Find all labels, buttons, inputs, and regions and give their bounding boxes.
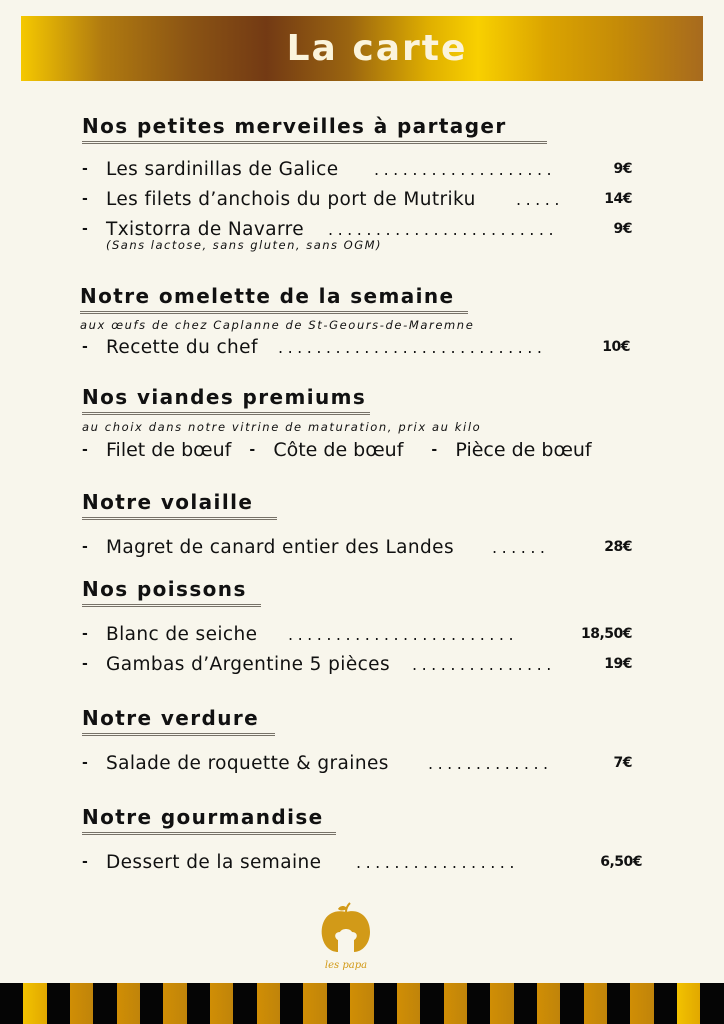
leader-dots: ............. (428, 753, 553, 773)
menu-item (82, 214, 642, 244)
item-price: 9€ (613, 161, 632, 177)
apple-chef-logo-icon (316, 900, 376, 975)
item-price: 7€ (613, 755, 632, 771)
meat-option: Filet de bœuf (106, 439, 232, 461)
menu-item (82, 532, 642, 562)
svg-text:les papa: les papa (324, 960, 368, 971)
section-title: Nos poissons (82, 577, 261, 607)
section-verdure (82, 706, 642, 778)
leader-dots: ................. (356, 852, 519, 872)
bullet: - (82, 442, 88, 458)
bullet: - (82, 755, 89, 771)
meat-option: Côte de bœuf (273, 439, 404, 461)
leader-dots: ................... (374, 159, 557, 179)
section-omelette (80, 284, 640, 362)
menu-item (82, 847, 642, 877)
bullet: - (82, 539, 89, 555)
item-name: Dessert de la semaine (106, 851, 322, 873)
section-subtitle: aux œufs de chez Caplanne de St-Geours-de-Maremne (80, 318, 475, 332)
menu-item (82, 332, 640, 362)
section-subtitle: au choix dans notre vitrine de maturation, prix au kilo (82, 420, 482, 434)
item-name: Recette du chef (106, 336, 258, 358)
leader-dots: ........................ (288, 624, 519, 644)
item-price: 6,50€ (600, 854, 642, 870)
meat-options (82, 434, 642, 466)
item-price: 19€ (604, 656, 632, 672)
item-name: Blanc de seiche (106, 623, 258, 645)
bullet: - (82, 339, 89, 355)
item-note: (Sans lactose, sans gluten, sans OGM) (106, 238, 383, 252)
bullet: - (82, 161, 89, 177)
menu-item (82, 619, 642, 649)
leader-dots: ........................ (328, 219, 559, 239)
header-band (21, 16, 703, 81)
item-price: 9€ (613, 221, 632, 237)
leader-dots: ...... (492, 537, 550, 557)
item-name: Magret de canard entier des Landes (106, 536, 454, 558)
item-name: Gambas d’Argentine 5 pièces (106, 653, 390, 675)
bullet: - (82, 854, 89, 870)
menu-item (82, 154, 642, 184)
section-title: Notre volaille (82, 490, 277, 520)
section-viandes (82, 385, 642, 466)
decorative-stripe-border (0, 983, 724, 1024)
item-price: 14€ (604, 191, 632, 207)
section-title: Nos petites merveilles à partager (82, 114, 547, 144)
section-title: Notre gourmandise (82, 805, 336, 835)
section-title: Nos viandes premiums (82, 385, 370, 415)
item-name: Salade de roquette & graines (106, 752, 389, 774)
menu-item (82, 649, 642, 679)
les-papa-logo (316, 900, 376, 975)
bullet: - (249, 442, 256, 458)
bullet: - (82, 656, 89, 672)
leader-dots: ............... (412, 654, 556, 674)
item-price: 18,50€ (580, 626, 632, 642)
bullet: - (82, 191, 89, 207)
bullet: - (82, 626, 89, 642)
section-gourmandise (82, 805, 642, 877)
bullet: - (82, 221, 89, 237)
item-price: 10€ (602, 339, 630, 355)
leader-dots: ............................ (278, 337, 547, 357)
page-title: La carte (286, 28, 468, 69)
item-name: Les filets d’anchois du port de Mutriku (106, 188, 476, 210)
section-volaille (82, 490, 642, 562)
menu-item (82, 748, 642, 778)
item-price: 28€ (604, 539, 632, 555)
item-name: Txistorra de Navarre (106, 218, 305, 240)
menu-item (82, 184, 642, 214)
section-title: Notre verdure (82, 706, 275, 736)
section-title: Notre omelette de la semaine (80, 284, 468, 314)
item-name: Les sardinillas de Galice (106, 158, 339, 180)
leader-dots: ..... (516, 189, 564, 209)
meat-option: Pièce de bœuf (455, 439, 592, 461)
section-poissons (82, 577, 642, 679)
bullet: - (431, 442, 438, 458)
section-partager (82, 114, 642, 252)
